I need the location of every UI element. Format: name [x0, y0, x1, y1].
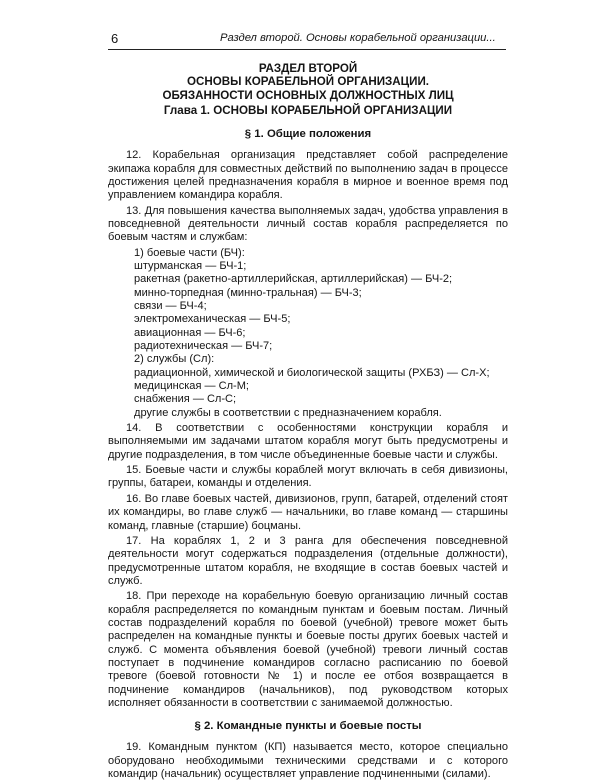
list-item: медицинская — Сл-М;	[134, 380, 249, 393]
clause-13: 13. Для повышения качества выполняемых задач, удобства управления в повседневной деятельности личный состав корабля распределяется по боевым частям и службам:	[108, 204, 508, 244]
list-item: электромеханическая — БЧ-5;	[134, 313, 291, 326]
list-item: штурманская — БЧ-1;	[134, 259, 247, 272]
clause-16: 16. Во главе боевых частей, дивизионов, групп, батарей, отделений стоят их командиры, во главе служб — начальники, во главе команд — старшины команд, главные (старшие) боцманы.	[108, 492, 508, 532]
list-item: снабжения — Сл-С;	[134, 393, 237, 406]
list-item: связи — БЧ-4;	[134, 300, 207, 312]
chapter-heading: Глава 1. ОСНОВЫ КОРАБЕЛЬНОЙ ОРГАНИЗАЦИИ	[163, 104, 453, 118]
list-item: радиационной, химической и биологической защиты (РХБЗ) — Сл-Х;	[134, 366, 490, 379]
clause-14: 14. В соответствии с особенностями конструкции корабля и выполняемыми им задачами штатом корабля могут быть предусмотрены и другие подразделения, в том числе объединенные боевые части и службы.	[108, 422, 508, 461]
list-item: радиотехническая — БЧ-7;	[134, 340, 273, 353]
clause-15: 15. Боевые части и службы кораблей могут включать в себя дивизионы, группы, батареи, команды и отделения.	[108, 464, 508, 490]
units-list	[108, 247, 508, 420]
page-number: 6	[111, 31, 119, 46]
page-content	[108, 62, 508, 781]
list-item: другие службы в соответствии с предназначением корабля.	[134, 406, 442, 419]
list-item: 2) службы (Сл):	[134, 353, 215, 366]
clause-17: 17. На кораблях 1, 2 и 3 ранга для обеспечения повседневной деятельности могут содержаться подразделения (отдельные должности), предусмотренные штатом корабля, не входящие в состав боевых частей и служб.	[108, 534, 508, 587]
clause-18: 18. При переходе на корабельную боевую организацию личный состав корабля распределяется по командным пунктам и боевым постам. Личный состав подразделений корабля по боевой (учебной) тревоге может быть распределен на командные пункты и боевые посты других боевых частей и служб. С момента объявления боевой (учебной) тревоги личный состав поступает в подчинение командиров согласно расписанию по боевой тревоге (боевой готовности № 1) и после ее отбоя возвращается в подчинение командиров (начальников), под руководством которых исполняет обязанности в соответствии с занимаемой должностью.	[108, 590, 508, 709]
list-item: 1) боевые части (БЧ):	[134, 246, 245, 259]
section-heading-line3: ОБЯЗАННОСТИ ОСНОВНЫХ ДОЛЖНОСТНЫХ ЛИЦ	[162, 88, 454, 102]
section-heading-line1: РАЗДЕЛ ВТОРОЙ	[258, 62, 358, 75]
running-header	[108, 30, 506, 50]
running-title: Раздел второй. Основы корабельной организации...	[220, 32, 496, 44]
paragraph-heading-command-posts: § 2. Командные пункты и боевые посты	[194, 720, 422, 733]
list-item: минно-торпедная (минно-тральная) — БЧ-3;	[134, 286, 362, 299]
list-item: авиационная — БЧ-6;	[134, 326, 246, 339]
list-item: ракетная (ракетно-артиллерийская, артиллерийская) — БЧ-2;	[134, 273, 453, 286]
clause-12: 12. Корабельная организация представляет собой распределение экипажа корабля для совместных действий по выполнению задач в процессе достижения целей предназначения корабля в мирное и военное время под управлением командира корабля.	[108, 149, 508, 202]
paragraph-heading-general: § 1. Общие положения	[244, 128, 372, 141]
clause-19: 19. Командным пунктом (КП) называется место, которое специально оборудовано необходимыми техническими средствами и с которого командир (начальник) осуществляет управление подчиненными (силами).	[108, 741, 508, 780]
section-heading-line2: ОСНОВЫ КОРАБЕЛЬНОЙ ОРГАНИЗАЦИИ.	[186, 75, 430, 89]
